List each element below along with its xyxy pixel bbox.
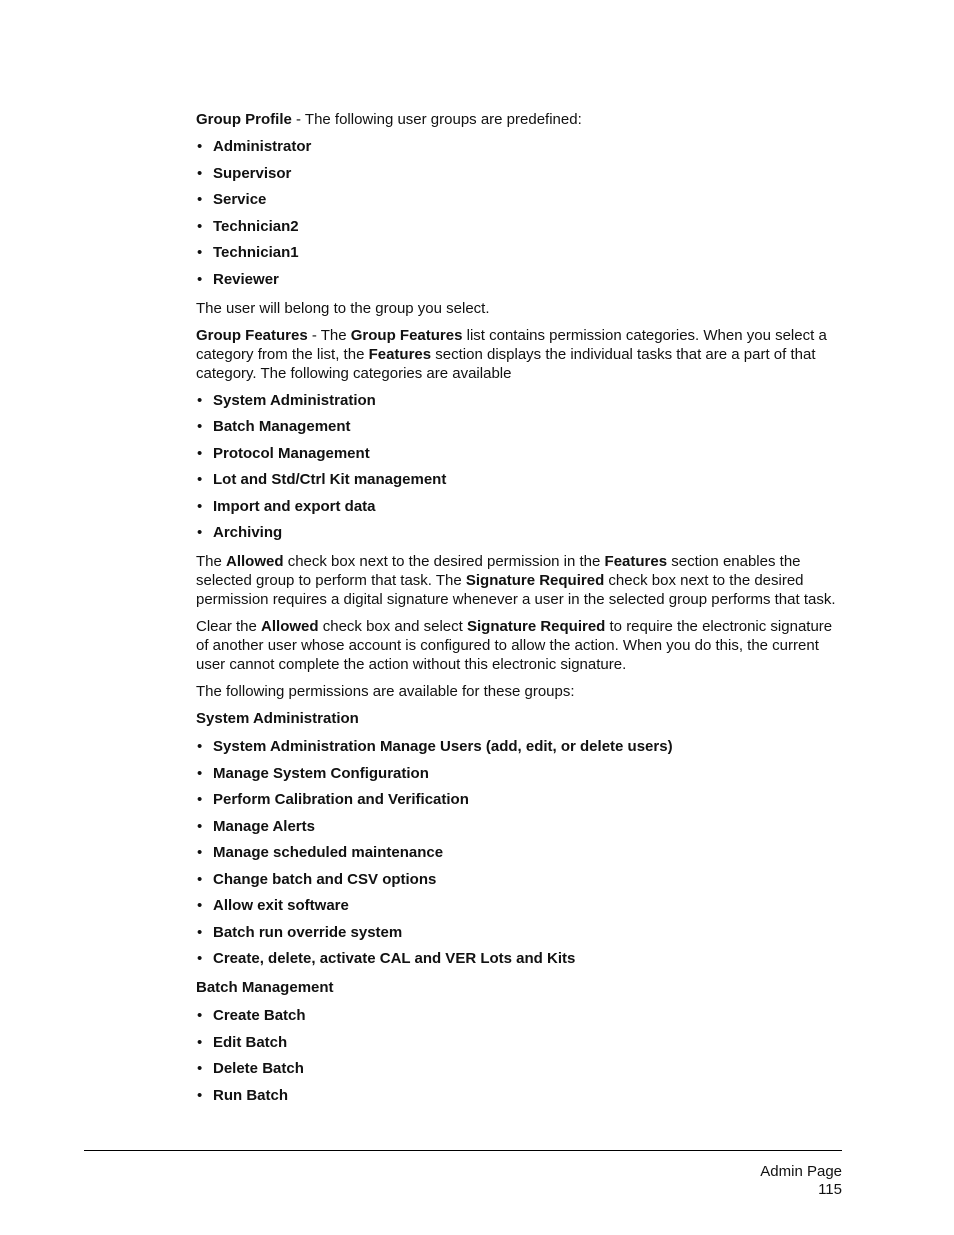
- list-item: • Run Batch: [196, 1086, 842, 1105]
- sysadmin-list: [196, 737, 842, 968]
- list-item: • Supervisor: [196, 164, 842, 183]
- page-number: 115: [818, 1181, 842, 1198]
- category-list: [196, 391, 842, 543]
- list-item: • Technician2: [196, 217, 842, 236]
- sysadmin-heading: System Administration: [196, 710, 359, 727]
- belong-paragraph: The user will belong to the group you select.: [196, 299, 490, 317]
- list-item: • System Administration Manage Users (add, edit, or delete users): [196, 737, 842, 756]
- list-item: • Create, delete, activate CAL and VER Lots and Kits: [196, 949, 842, 968]
- list-item: • Technician1: [196, 243, 842, 262]
- list-item: • Protocol Management: [196, 444, 842, 463]
- list-item: • Create Batch: [196, 1006, 842, 1025]
- group-list: [196, 137, 842, 289]
- batch-management-heading: Batch Management: [196, 979, 334, 996]
- list-item: • Import and export data: [196, 497, 842, 516]
- list-item: • Allow exit software: [196, 896, 842, 915]
- list-item: • Batch run override system: [196, 923, 842, 942]
- list-item: • Lot and Std/Ctrl Kit management: [196, 470, 842, 489]
- list-item: • Batch Management: [196, 417, 842, 436]
- list-item: • Change batch and CSV options: [196, 870, 842, 889]
- list-item: • Manage System Configuration: [196, 764, 842, 783]
- group-features-paragraph: Group Features - The Group Features list contains permission categories. When you select a category from the list, the Features section displays the individual tasks that are a part of that category. The following categories are available: [196, 326, 827, 382]
- list-item: • Perform Calibration and Verification: [196, 790, 842, 809]
- page-footer: [760, 1163, 842, 1199]
- list-item: • Reviewer: [196, 270, 842, 289]
- list-item: • Administrator: [196, 137, 842, 156]
- list-item: • Manage scheduled maintenance: [196, 843, 842, 862]
- list-item: • Delete Batch: [196, 1059, 842, 1078]
- footer-divider: [84, 1150, 842, 1151]
- list-item: • Manage Alerts: [196, 817, 842, 836]
- list-item: • Service: [196, 190, 842, 209]
- list-item: • Edit Batch: [196, 1033, 842, 1052]
- list-item: • Archiving: [196, 523, 842, 542]
- permissions-intro: The following permissions are available for these groups:: [196, 683, 575, 700]
- footer-section-title: Admin Page: [760, 1163, 842, 1180]
- allowed-paragraph: The Allowed check box next to the desired permission in the Features section enables the selected group to perform that task. The Signature Required check box next to the desired permission requires a digital signature whenever a user in the selected group performs that task.: [196, 553, 836, 608]
- group-profile-paragraph: Group Profile - The following user groups are predefined:: [196, 111, 582, 128]
- clear-allowed-paragraph: Clear the Allowed check box and select Signature Required to require the electronic signature of another user whose account is configured to allow the action. When you do this, the current user cannot complete the action without this electronic signature.: [196, 618, 833, 673]
- list-item: • System Administration: [196, 391, 842, 410]
- group-profile-label: Group Profile: [196, 111, 292, 128]
- document-body: [196, 110, 842, 1115]
- batch-management-list: [196, 1006, 842, 1105]
